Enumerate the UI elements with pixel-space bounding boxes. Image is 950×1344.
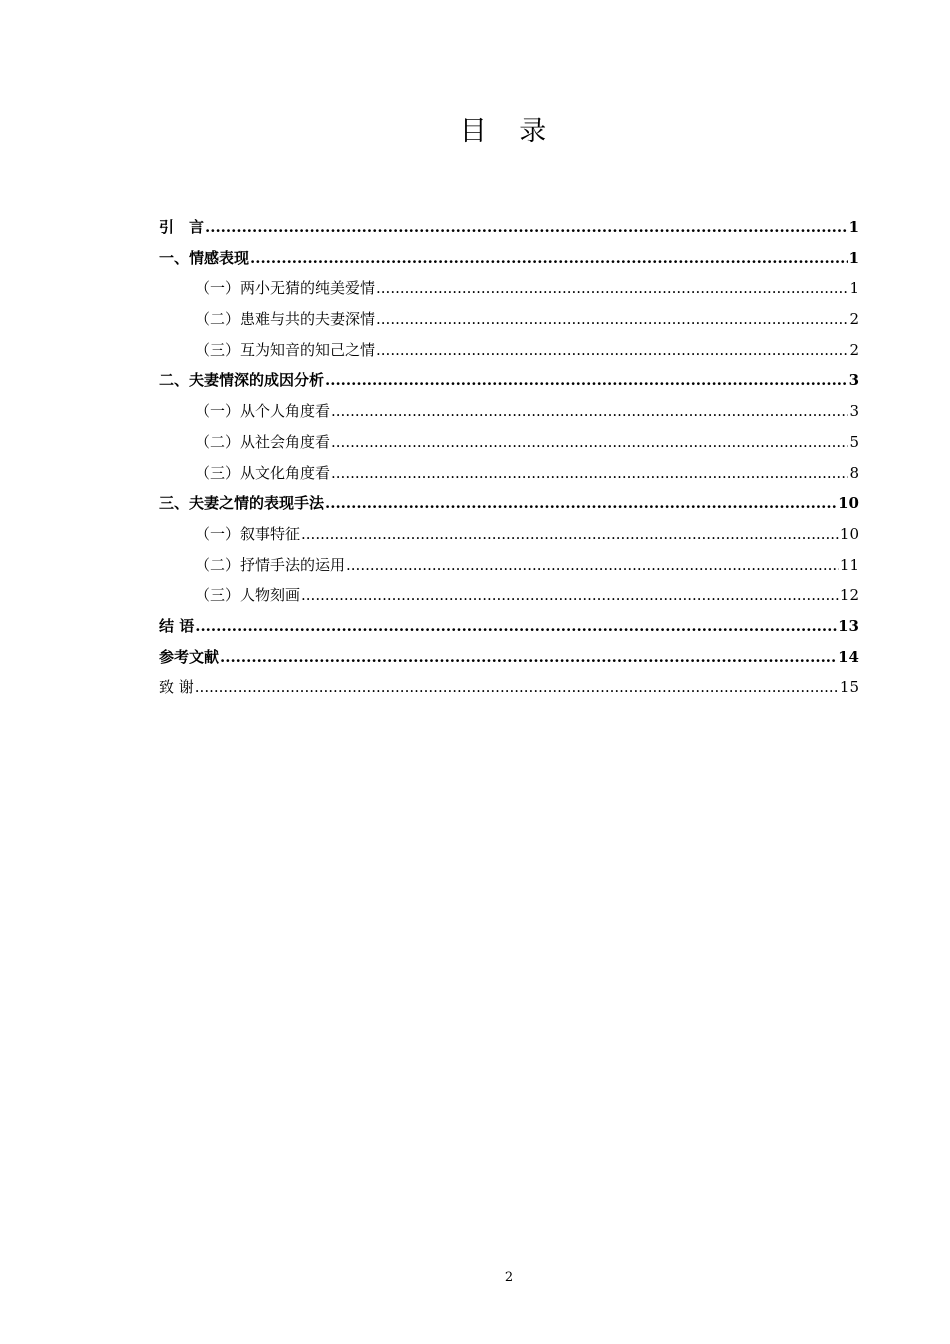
toc-leader-dots xyxy=(301,580,839,611)
toc-entry-page: 10 xyxy=(838,494,859,513)
toc-leader-dots xyxy=(325,488,837,519)
page-number: 2 xyxy=(504,1270,514,1285)
toc-entry-page: 2 xyxy=(849,310,859,329)
toc-entry-label: 三、夫妻之情的表现手法 xyxy=(159,494,325,513)
toc-leader-dots xyxy=(205,212,848,243)
toc-entry[interactable] xyxy=(159,642,859,673)
page-title: 目 录 xyxy=(459,116,559,147)
toc-entry-label: （一）从个人角度看 xyxy=(195,402,331,421)
toc-entry[interactable] xyxy=(159,273,859,304)
toc-leader-dots xyxy=(220,642,837,673)
toc-entry-label: （三）互为知音的知己之情 xyxy=(195,340,376,359)
toc-leader-dots xyxy=(331,458,848,489)
toc-entry-label: 二、夫妻情深的成因分析 xyxy=(159,371,325,390)
toc-leader-dots xyxy=(195,611,837,642)
toc-entry-page: 1 xyxy=(848,248,859,267)
toc-entry[interactable] xyxy=(159,672,859,703)
toc-entry-label: 结 语 xyxy=(159,616,195,635)
toc-entry-page: 1 xyxy=(848,218,859,236)
toc-entry[interactable] xyxy=(159,580,859,611)
toc-entry-label: （一）两小无猜的纯美爱情 xyxy=(195,279,376,298)
toc-entry[interactable] xyxy=(159,611,859,642)
toc-entry-label: 致 谢 xyxy=(159,678,194,697)
toc-entry-page: 10 xyxy=(839,524,859,543)
toc-entry-page: 14 xyxy=(838,647,859,666)
toc-leader-dots xyxy=(325,365,848,396)
toc-leader-dots xyxy=(376,304,848,335)
toc-entry-label: 一、情感表现 xyxy=(159,248,250,267)
toc-entry-label: （一）叙事特征 xyxy=(195,524,301,543)
toc-entry[interactable] xyxy=(159,427,859,458)
toc-leader-dots xyxy=(195,672,839,703)
toc-entry-label: （三）人物刻画 xyxy=(195,586,301,605)
toc-leader-dots xyxy=(376,273,848,304)
toc-entry-label: （三）从文化角度看 xyxy=(195,463,331,482)
toc-leader-dots xyxy=(331,427,848,458)
toc-entry-page: 2 xyxy=(849,340,859,359)
toc-entry-label: （二）从社会角度看 xyxy=(195,432,331,451)
toc-entry[interactable] xyxy=(159,304,859,335)
toc-leader-dots xyxy=(250,243,848,274)
table-of-contents xyxy=(159,212,859,703)
toc-entry-page: 3 xyxy=(848,371,859,390)
toc-entry[interactable] xyxy=(159,365,859,396)
toc-entry-page: 13 xyxy=(838,616,859,635)
toc-entry-page: 12 xyxy=(839,586,859,605)
toc-entry[interactable] xyxy=(159,550,859,581)
toc-entry-page: 15 xyxy=(839,678,859,697)
toc-entry[interactable] xyxy=(159,458,859,489)
toc-entry-page: 5 xyxy=(849,432,859,451)
toc-entry[interactable] xyxy=(159,212,859,243)
toc-leader-dots xyxy=(346,550,839,581)
toc-entry-label: 引 言 xyxy=(159,218,205,236)
toc-entry[interactable] xyxy=(159,243,859,274)
toc-entry-page: 1 xyxy=(849,279,859,298)
toc-entry-page: 3 xyxy=(849,402,859,421)
toc-entry[interactable] xyxy=(159,519,859,550)
toc-leader-dots xyxy=(301,519,839,550)
toc-entry[interactable] xyxy=(159,488,859,519)
toc-entry[interactable] xyxy=(159,335,859,366)
toc-entry-page: 11 xyxy=(839,555,859,574)
toc-leader-dots xyxy=(331,396,848,427)
toc-entry-label: （二）患难与共的夫妻深情 xyxy=(195,310,376,329)
toc-leader-dots xyxy=(376,335,848,366)
toc-entry-label: （二）抒情手法的运用 xyxy=(195,555,346,574)
toc-entry[interactable] xyxy=(159,396,859,427)
toc-entry-page: 8 xyxy=(849,463,859,482)
toc-entry-label: 参考文献 xyxy=(159,647,220,666)
